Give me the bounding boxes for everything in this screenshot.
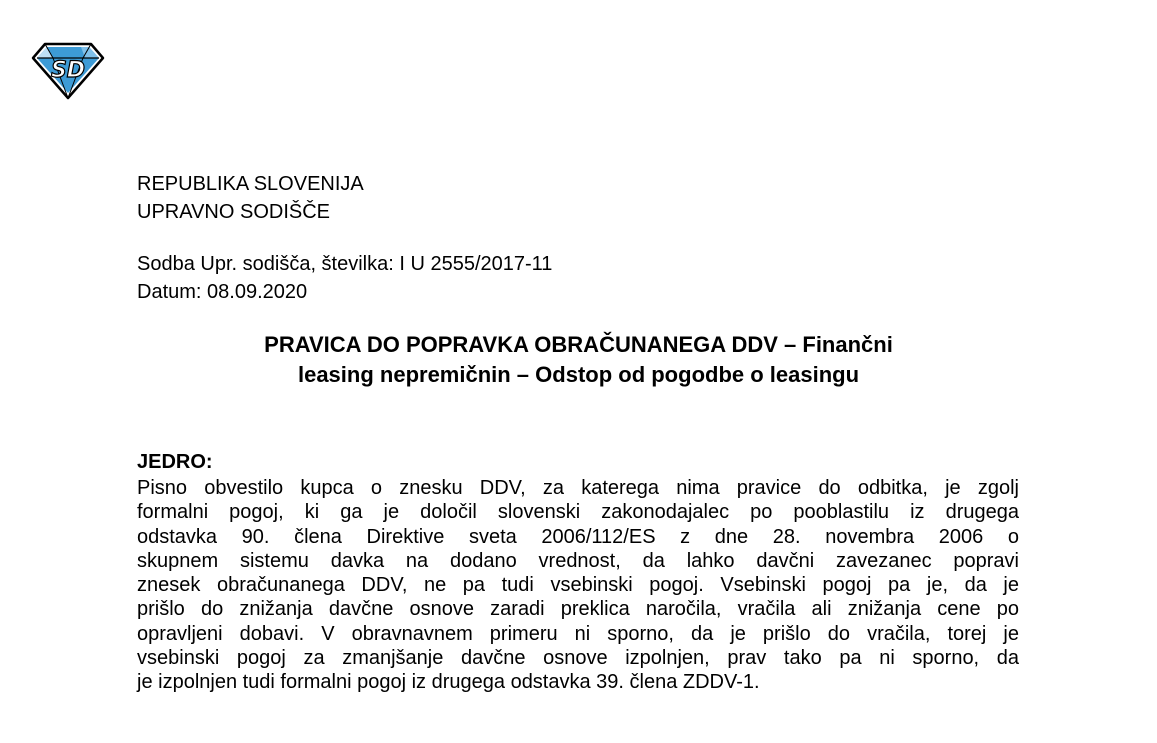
body-line: opravljeni dobavi. V obravnavnem primeru ni sporno, da je prišlo do vračila, torej je xyxy=(137,622,1019,645)
court-name: UPRAVNO SODIŠČE xyxy=(137,201,330,223)
section-heading: JEDRO: xyxy=(137,451,213,473)
section-body xyxy=(137,476,1019,695)
body-line: vsebinski pogoj za zmanjšanje davčne osnove izpolnjen, prav tako pa ni sporno, da xyxy=(137,647,1019,670)
judgment-number: Sodba Upr. sodišča, številka: I U 2555/2017-11 xyxy=(137,253,553,275)
title-line: leasing nepremičnin – Odstop od pogodbe o leasingu xyxy=(297,362,860,387)
body-line: prišlo do znižanja davčne osnove zaradi preklica naročila, vračila ali znižanja cene po xyxy=(137,598,1019,621)
jedro-section xyxy=(137,448,1019,695)
body-line: skupnem sistemu davka na dodano vrednost, da lahko davčni zavezanec popravi xyxy=(137,549,1019,572)
svg-text:SD: SD xyxy=(50,58,86,83)
judgment-meta xyxy=(137,250,552,306)
sd-diamond-logo-icon xyxy=(31,42,105,100)
body-line: formalni pogoj, ki ga je določil slovenski zakonodajalec po pooblastilu iz drugega xyxy=(137,501,1019,524)
court-header xyxy=(137,170,364,226)
title-line: PRAVICA DO POPRAVKA OBRAČUNANEGA DDV – Finančni xyxy=(264,332,893,357)
body-line: Pisno obvestilo kupca o znesku DDV, za katerega nima pravice do odbitka, je zgolj xyxy=(137,477,1019,499)
body-line: je izpolnjen tudi formalni pogoj iz drugega odstavka 39. člena ZDDV-1. xyxy=(137,671,760,694)
country-name: REPUBLIKA SLOVENIJA xyxy=(137,173,364,195)
judgment-date: Datum: 08.09.2020 xyxy=(137,281,308,303)
body-line: odstavka 90. člena Direktive sveta 2006/112/ES z dne 28. novembra 2006 o xyxy=(137,525,1019,548)
document-title xyxy=(137,330,1020,390)
body-line: znesek obračunanega DDV, ne pa tudi vsebinski pogoj. Vsebinski pogoj pa je, da je xyxy=(137,574,1019,597)
